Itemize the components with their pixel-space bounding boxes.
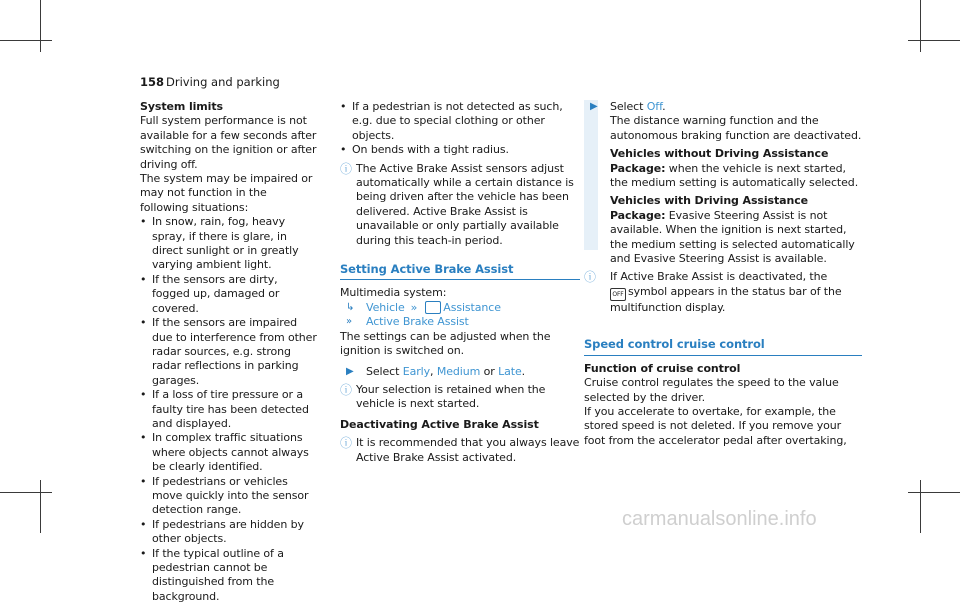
note: ⓘ It is recommended that you always leave Active Brake Assist activated. <box>340 436 580 464</box>
note: ⓘ Your selection is retained when the vehicle is next started. <box>340 382 546 411</box>
list-item: • On bends with a tight radius. <box>340 143 580 157</box>
bullet-icon <box>340 100 352 143</box>
action-arrow-icon: ▶ <box>590 101 598 112</box>
list-item: • If the sensors are dirty, fogged up, damaged or covered. <box>140 273 318 316</box>
bullet-icon <box>140 273 152 316</box>
list-item: • If the sensors are impaired due to interference from other radar sources, e.g. strong radar reflections in parking garages. <box>140 316 318 388</box>
crop-mark <box>40 0 41 52</box>
bullet-icon <box>140 388 152 431</box>
watermark: carmanualsonline.info <box>622 508 817 530</box>
crop-mark <box>920 0 921 52</box>
crop-mark <box>920 480 921 533</box>
option-medium[interactable]: Medium <box>436 364 481 378</box>
page-number: 158 <box>140 75 165 89</box>
menu-active-brake-assist[interactable]: Active Brake Assist <box>366 315 469 329</box>
menu-path <box>340 301 580 315</box>
column-1 <box>140 100 318 604</box>
double-chevron-icon: » <box>346 316 353 328</box>
option-late[interactable]: Late <box>498 364 522 378</box>
list-item: • If a pedestrian is not detected as such, e.g. due to special clothing or other objects. <box>340 100 580 143</box>
step-bar <box>584 100 598 250</box>
list-item: • If pedestrians or vehicles move quickly into the sensor detection range. <box>140 475 318 518</box>
with-package-text: Vehicles with Driving Assistance Package: Evasive Steering Assist is not available. When the ignition is next started, the medium setting is selected automatically and Evasive Steering Assist is available. <box>610 194 855 266</box>
crop-mark <box>0 492 52 493</box>
crop-mark <box>40 480 41 533</box>
deactivating-heading: Deactivating Active Brake Assist <box>340 417 539 431</box>
bullet-icon <box>140 518 152 547</box>
function-text: Cruise control regulates the speed to the value selected by the driver. <box>584 376 839 404</box>
section-title-setting-abas: Setting Active Brake Assist <box>340 262 580 280</box>
bullet-icon <box>340 143 352 157</box>
bullet-icon <box>140 547 152 604</box>
action-step: ▶ Select Off. <box>584 100 862 114</box>
option-early[interactable]: Early <box>402 364 431 378</box>
assistance-icon <box>425 301 441 314</box>
bullet-icon <box>140 215 152 273</box>
list-item: • If the typical outline of a pedestrian cannot be distinguished from the background. <box>140 547 318 604</box>
info-icon: ⓘ <box>584 270 596 285</box>
list-item: • If a loss of tire pressure or a faulty tire has been detected and displayed. <box>140 388 318 431</box>
accelerate-text: If you accelerate to overtake, for example, the stored speed is not deleted. If you remove your foot from the accelerator pedal after overtaking, <box>584 404 847 447</box>
note: ⓘ The Active Brake Assist sensors adjust automatically while a certain distance is being driven after the vehicle has been delivered. Active Brake Assist is unavailable or only partially available during this teach-in period. <box>340 161 574 247</box>
note: ⓘ If Active Brake Assist is deactivated, the OFF symbol appears in the status bar of the multifunction display. <box>584 270 842 314</box>
list-item: • If pedestrians are hidden by other objects. <box>140 518 318 547</box>
list-item: • In snow, rain, fog, heavy spray, if there is glare, in direct sunlight or in greatly varying ambient light. <box>140 215 318 273</box>
double-chevron-icon: » <box>410 300 418 314</box>
page-header-title: Driving and parking <box>166 75 280 89</box>
bullet-icon <box>140 431 152 474</box>
crop-mark <box>0 40 52 41</box>
option-off[interactable]: Off <box>646 100 663 113</box>
system-limits-p2: The system may be impaired or may not function in the following situations: <box>140 172 313 214</box>
system-limits-heading: System limits <box>140 100 223 113</box>
menu-vehicle[interactable]: Vehicle <box>366 300 405 314</box>
abas-off-symbol-icon: OFF <box>610 288 626 301</box>
list-item: • In complex traffic situations where objects cannot always be clearly identified. <box>140 431 318 474</box>
function-heading: Function of cruise control <box>584 361 741 375</box>
column-3 <box>584 100 862 448</box>
menu-assistance[interactable]: Assistance <box>443 300 501 314</box>
menu-path <box>340 315 580 329</box>
info-icon: ⓘ <box>340 382 352 397</box>
bullet-icon <box>140 316 152 388</box>
settings-text: The settings can be adjusted when the ignition is switched on. <box>340 329 551 358</box>
section-title-cruise-control: Speed control cruise control <box>584 337 862 355</box>
without-package-text: Vehicles without Driving Assistance Package: when the vehicle is next started, the medium setting is automatically selected. <box>610 147 859 190</box>
multimedia-label: Multimedia system: <box>340 286 447 300</box>
action-step: ▶ Select Early, Medium or Late. <box>340 365 580 379</box>
info-icon: ⓘ <box>340 436 352 451</box>
bullet-icon <box>140 475 152 518</box>
crop-mark <box>908 40 960 41</box>
off-description: The distance warning function and the autonomous braking function are deactivated. <box>610 114 862 142</box>
action-arrow-icon: ▶ <box>346 365 354 377</box>
system-limits-intro: Full system performance is not available for a few seconds after switching on the ignition or after driving off. <box>140 114 317 171</box>
column-2 <box>340 100 580 465</box>
info-icon: ⓘ <box>340 161 352 176</box>
path-arrow-icon: ↳ <box>346 301 355 313</box>
crop-mark <box>908 492 960 493</box>
